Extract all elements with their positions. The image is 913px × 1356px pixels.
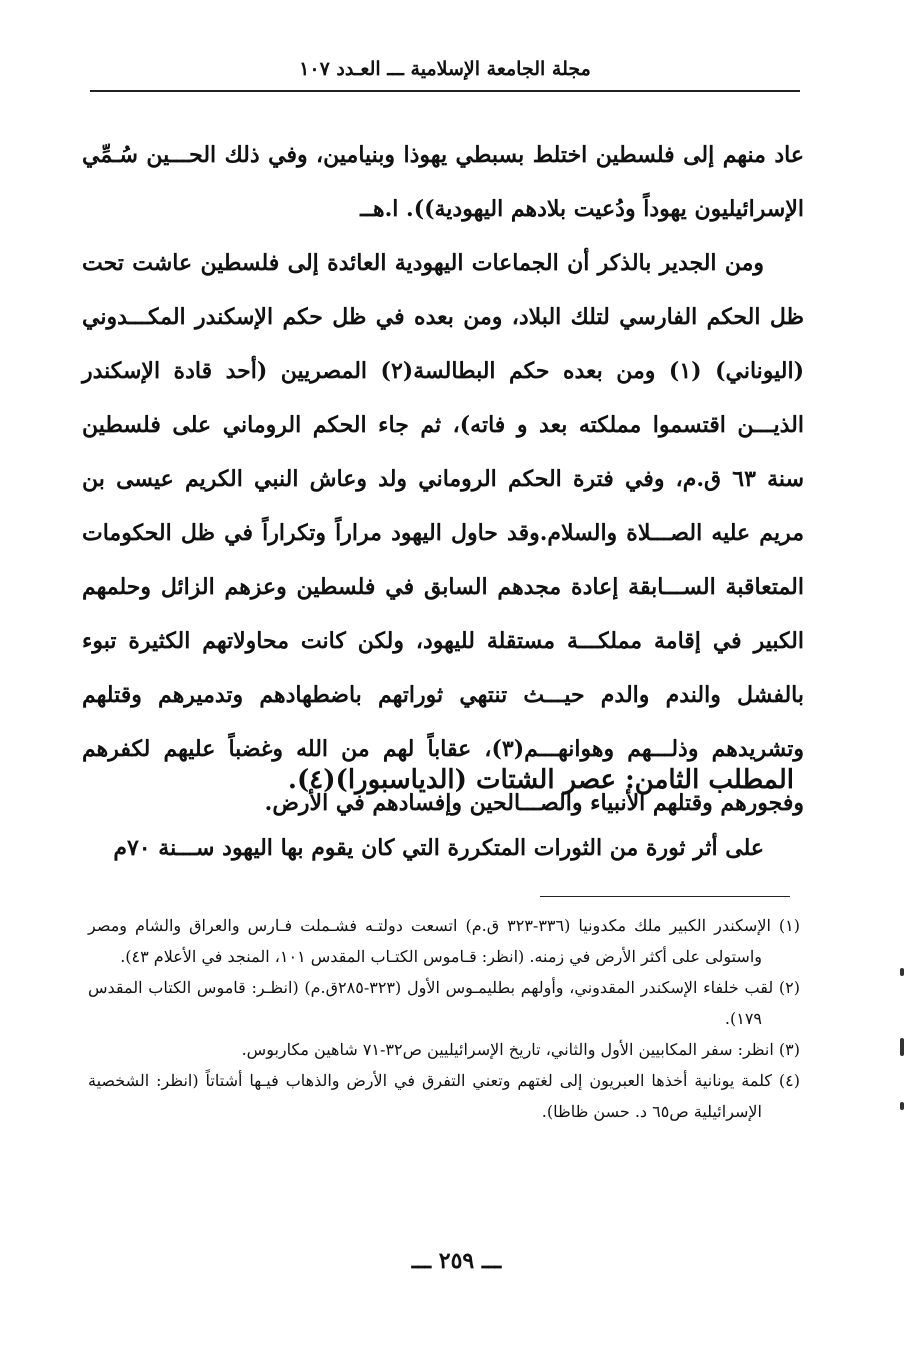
footnote-2: (٢) لقب خلفاء الإسكندر المقدوني، وأولهم بطليمـوس الأول (٣٢٣-٢٨٥ق.م) (انظـر: قاموس الكتاب المقدس ١٧٩). <box>88 978 800 1028</box>
footnote-4: (٤) كلمة يونانية أخذها العبريون إلى لغتهم وتعني التفرق في الأرض والذهاب فيـها أشتاتاً (انظر: الشخصية الإسرائيلية ص٦٥ د. حسن ظاظا). <box>88 1071 800 1121</box>
page-number: ـــ ٢٥٩ ـــ <box>411 1248 502 1274</box>
footnote-1: (١) الإسكندر الكبير ملك مكدونيا (٣٣٦-٣٢٣ ق.م) اتسعت دولتـه فشـملت فـارس والعراق والشام ومصر واستولى على أكثر الأرض في زمنه. (انظر: قـاموس الكتـاب المقدس ١٠١، المنجد في الأعلام ٤٣). <box>88 916 800 966</box>
scan-edge-mark <box>900 1102 904 1110</box>
footnote-3: (٣) انظر: سفر المكابيين الأول والثاني، تاريخ الإسرائيليين ص٣٢-٧١ شاهين مكاربوس. <box>241 1040 800 1059</box>
scan-edge-mark <box>900 1038 904 1056</box>
body-text <box>82 128 804 830</box>
paragraph-continuation: عاد منهم إلى فلسطين اختلط بسبطي يهوذا وبنيامين، وفي ذلك الحـــين سُـمِّي الإسرائيليون يهوداً ودُعيت بلادهم اليهودية)). ا.هــ <box>82 142 804 222</box>
journal-title: مجلة الجامعة الإسلامية ـــ العـدد ١٠٧ <box>299 58 591 80</box>
scan-edge-mark <box>900 968 904 976</box>
footnotes <box>88 910 800 1127</box>
section-heading: المطلب الثامن: عصر الشتات (الدياسبورا)(٤). <box>287 765 794 795</box>
footnote-separator <box>540 896 790 897</box>
paragraph-main: ومن الجدير بالذكر أن الجماعات اليهودية العائدة إلى فلسطين عاشت تحت ظل الحكم الفارسي لتلك البلاد، ومن بعده في ظل حكم الإسكندر المكـــدوني (اليوناني) (١) ومن بعده حكم البطالسة(٢) المصريين (أحد قادة الإسكندر الذيـــن اقتسموا مملكته بعد و فاته)، ثم جاء الحكم الروماني على فلسطين سنة ٦٣ ق.م، وفي فترة الحكم الروماني ولد وعاش النبي الكريم عيسى بن مريم عليه الصـــلاة والسلام.وقد حاول اليهود مراراً وتكراراً في ظل الحكومات المتعاقبة الســـابقة إعادة مجدهم السابق في فلسطين وعزهم الزائل وحلمهم الكبير في إقامة مملكـــة مستقلة لليهود، ولكن كانت محاولاتهم الكثيرة تبوء بالفشل والندم والدم حيـــث تنتهي ثوراتهم باضطهادهم وتدميرهم وقتلهم وتشريدهم وذلـــهم وهوانهـــم(٣)، عقاباً لهم من الله وغضباً عليهم لكفرهم وفجورهم وقتلهم الأنبياء والصـــالحين وإفسادهم في الأرض. <box>82 250 805 816</box>
section-first-line: على أثر ثورة من الثورات المتكررة التي كان يقوم بها اليهود ســـنة ٧٠م <box>113 835 764 861</box>
running-header <box>90 58 800 92</box>
